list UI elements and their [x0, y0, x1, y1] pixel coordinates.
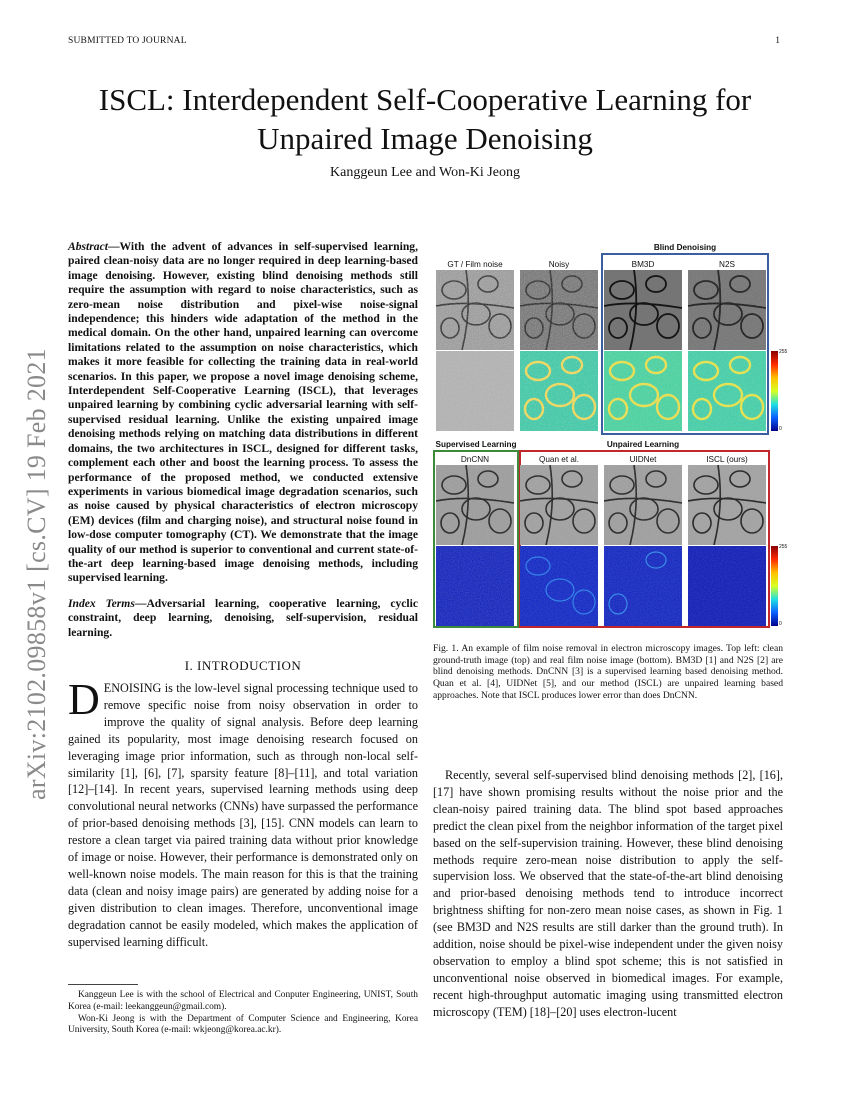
- intro-text: is the low-level signal processing technique used to remove specific noise from noisy observation in order to improve the quality of signal analysis. Before deep learning gained its popularity, most image denoising research focused on leveraging image prior information, such as through non-local self-similarity [1], [6], [7], sparsity feature [8]–[11], and total variation [12]–[14]. In recent years, supervised learning methods using deep convolutional neural networks (CNNs) have surpassed the performance of prior-based denoising methods [3], [15]. CNN models can learn to restore a clean target via paired training data without prior knowledge of image or noise. However, their performance is demonstrated only on well-known noise models. The main reason for this is that the training data (clean and noisy image pairs) are generated by adding noise for a given distribution to clean images. Therefore, unconventional image degradation cannot be easily modeled, which makes the application of supervised learning difficult.: [68, 681, 418, 949]
- figure-1: [428, 243, 788, 635]
- error-map-n2s: [688, 351, 766, 431]
- colorbar-top-max: 255: [779, 349, 788, 355]
- image-uidnet: [604, 465, 682, 545]
- index-terms-text: —Adversarial learning, cooperative learning, cyclic constraint, deep learning, denoising, self-supervision, residual learning.: [68, 597, 418, 639]
- label-dncnn: DnCNN: [460, 455, 490, 464]
- group-title-unpaired: Unpaired Learning: [606, 440, 680, 449]
- image-film-noise: [436, 351, 514, 431]
- page-number: 1: [775, 36, 780, 46]
- right-column-body: Recently, several self-supervised blind denoising methods [2], [16], [17] have shown promising results without the noise prior and the clean-noisy paired training data. The blind spot based approaches predict the clean pixel from the neighbor information of the target pixel based on the self-supervision training. However, these blind denoising methods require zero-mean noise distribution to apply the self-supervision loss. We observed that the state-of-the-art blind denoising and prior-based denoising methods tend to introduce incorrect brightness shifting for non-zero mean noise cases, as shown in Fig. 1 (see BM3D and N2S results are still darker than the ground truth). In addition, noise should be pixel-wise independent under the given noisy observation to employ a blind spot scheme; this is not satisfied in unconventional noise observed in biomedical images. For example, recent high-throughput automatic imaging using transmitted electron microscopy (TEM) [18]–[20] uses electron-lucent: [433, 768, 783, 1019]
- image-iscl: [688, 465, 766, 545]
- label-bm3d: BM3D: [631, 260, 655, 269]
- image-bm3d: [604, 270, 682, 350]
- image-gt: [436, 270, 514, 350]
- intro-first-word: ENOISING: [103, 681, 162, 695]
- image-noisy: [520, 270, 598, 350]
- introduction-body: [68, 675, 418, 951]
- error-map-bm3d: [604, 351, 682, 431]
- footnotes: [68, 990, 418, 1037]
- drop-cap: D: [68, 675, 100, 724]
- footnote-rule: [68, 984, 138, 985]
- label-iscl: ISCL (ours): [706, 455, 748, 464]
- index-terms: [68, 597, 418, 640]
- arxiv-stamp: arXiv:2102.09858v1 [cs.CV] 19 Feb 2021: [22, 348, 51, 800]
- error-map-quan: [520, 546, 598, 626]
- image-quan: [520, 465, 598, 545]
- colorbar-top: [771, 351, 778, 431]
- colorbar-top-min: 0: [779, 426, 782, 432]
- error-map-noisy: [520, 351, 598, 431]
- abstract: [68, 240, 418, 586]
- footnote-author-1: Kanggeun Lee is with the school of Electrical and Conputer Engineering, UNIST, South Korea (e-mail: leekanggeun@gmail.com).: [68, 990, 418, 1012]
- paper-authors: Kanggeun Lee and Won-Ki Jeong: [330, 165, 520, 180]
- error-map-dncnn: [436, 546, 514, 626]
- image-n2s: [688, 270, 766, 350]
- paper-title: ISCL: Interdependent Self-Cooperative Learning for Unpaired Image Denoising: [98, 82, 752, 156]
- label-uidnet: UIDNet: [629, 455, 657, 464]
- label-quan: Quan et al.: [538, 455, 580, 464]
- error-map-iscl: [688, 546, 766, 626]
- colorbar-bottom: [771, 546, 778, 626]
- colorbar-bottom-max: 255: [779, 544, 788, 550]
- error-map-uidnet: [604, 546, 682, 626]
- abstract-lead: Abstract: [68, 240, 108, 253]
- label-noisy: Noisy: [548, 260, 570, 269]
- label-gt-film-noise: GT / Film noise: [447, 260, 503, 269]
- abstract-text: —With the advent of advances in self-supervised learning, paired clean-noisy data are no longer required in deep learning-based image denoising. However, existing blind denoising methods still require the assumption with regard to noise characteristics, such as zero-mean noise distribution and pixel-wise noise-signal independence; this hinders wide adaptation of the method in the medical domain. On the other hand, unpaired learning can overcome limitations related to the assumption on noise characteristics, which makes it more feasible for collecting the training data in real-world scenarios. In this paper, we propose a novel image denoising scheme, Interdependent Self-Cooperative Learning (ISCL), that leverages unpaired learning by combining cyclic adversarial learning with self-supervised residual learning. Unlike the existing unpaired image denoising methods relying on matching data distributions in different domains, the two architectures in ISCL, designed for different tasks, complement each other and boost the learning process. To assess the performance of the proposed method, we conducted extensive experiments in various biomedical image degradation scenarios, such as noise caused by physical characteristics of electron microscopy (EM) devices (film and charging noise), and structural noise found in low-dose computer tomography (CT). We demonstrate that the image quality of our method is superior to conventional and current state-of-the-art deep learning-based image denoising methods, including supervised learning.: [68, 240, 418, 585]
- section-heading-introduction: I. INTRODUCTION: [184, 658, 302, 673]
- footnote-author-2: Won-Ki Jeong is with the Department of Computer Science and Engineering, Korea University, South Korea (e-mail: wkjeong@korea.ac.kr).: [68, 1013, 418, 1036]
- colorbar-bottom-min: 0: [779, 621, 782, 627]
- index-terms-lead: Index Terms: [68, 597, 135, 610]
- group-title-supervised: Supervised Learning: [435, 440, 517, 449]
- running-header: SUBMITTED TO JOURNAL: [68, 36, 187, 46]
- figure-1-caption: Fig. 1. An example of film noise removal in electron microscopy images. Top left: clean ground-truth image (top) and real film noise image (bottom). BM3D [1] and N2S [2] are blind denoising methods. DnCNN [3] is a supervised learning based denoising method. Quan et al. [4], UIDNet [5], and our method (ISCL) are unpaired learning based approaches. Note that ISCL produces lower error than does DnCNN.: [433, 643, 783, 701]
- group-title-blind-denoising: Blind Denoising: [653, 243, 717, 252]
- image-dncnn: [436, 465, 514, 545]
- label-n2s: N2S: [719, 260, 735, 269]
